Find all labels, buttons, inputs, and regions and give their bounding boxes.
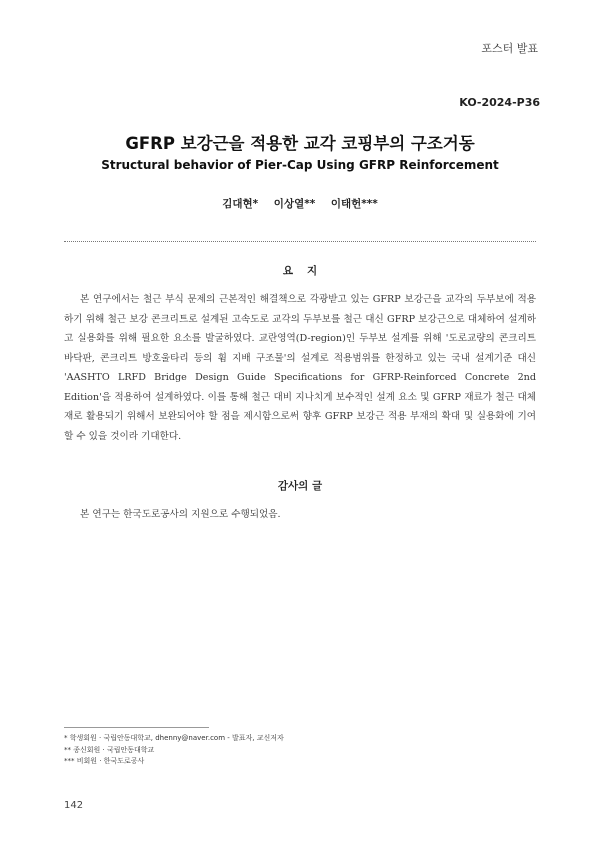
footnote-2: ** 종신회원 · 국립안동대학교 (64, 745, 155, 754)
acknowledgement-heading: 감사의 글 (277, 480, 323, 492)
page-number: 142 (64, 800, 84, 811)
session-category: 포스터 발표 (481, 42, 538, 55)
author-3: 이태헌*** (330, 198, 378, 210)
section-divider (64, 241, 536, 242)
footnote-1: * 학생회원 · 국립안동대학교, dhenny@naver.com - 발표자, 교신저자 (64, 734, 284, 742)
paper-code: KO-2024-P36 (459, 96, 540, 109)
author-2: 이상열** (273, 198, 316, 210)
footnote-rule (64, 727, 209, 728)
author-list (0, 196, 600, 211)
acknowledgement-body: 본 연구는 한국도로공사의 지원으로 수행되었음. (80, 509, 281, 520)
abstract-body: 본 연구에서는 철근 부식 문제의 근본적인 해결책으로 각광받고 있는 GFRP 보강근을 교각의 두부보에 적용하기 위해 철근 보강 콘크리트로 설계된 고속도로 교각의 두부보를 철근 대신 GFRP 보강근으로 대체하여 설계하고 실용화를 위해 필요한 요소를 발굴하였다. 교란영역(D-region)인 두부보 설계를 위해 '도로교량의 콘크리트 바닥판, 콘크리트 방호울타리 등의 휨 지배 구조물'의 설계로 적용범위를 한정하고 있는 국내 설계기준 대신 'AASHTO LRFD Bridge Design Guide Specifications for GFRP-Reinforced Concrete 2nd Edition'을 적용하여 설계하였다. 이를 통해 철근 대비 지나치게 보수적인 설계 요소 및 GFRP 재료가 철근 대체재로 활용되기 위해서 보완되어야 할 점을 제시함으로써 향후 GFRP 보강근 적용 부재의 확대 및 실용화에 기여할 수 있을 것이라 기대한다. (64, 294, 536, 442)
author-1: 김대현* (222, 198, 259, 210)
title-english: Structural behavior of Pier-Cap Using GFRP Reinforcement (101, 158, 499, 172)
footnotes (64, 733, 536, 768)
title-korean: GFRP 보강근을 적용한 교각 코핑부의 구조거동 (125, 134, 475, 153)
abstract-heading: 요지 (282, 265, 332, 277)
footnote-3: *** 비회원 · 한국도로공사 (64, 757, 145, 765)
